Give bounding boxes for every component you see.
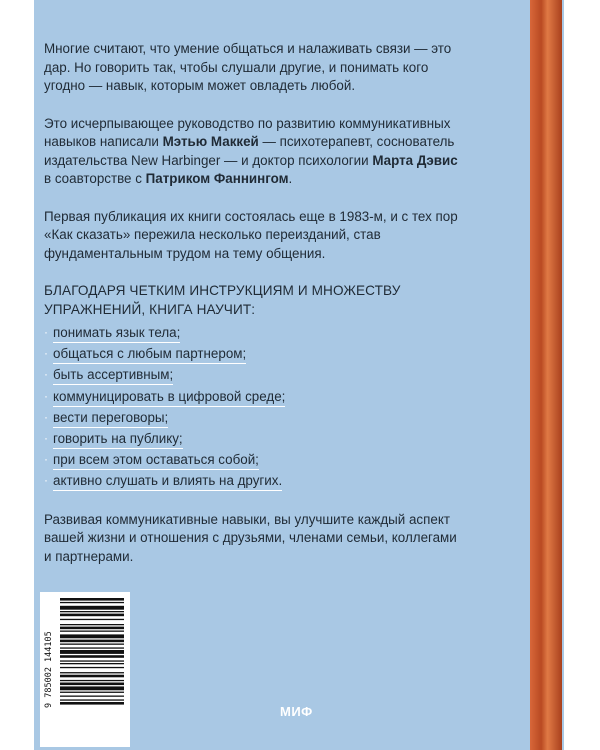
cover-text — [44, 40, 464, 585]
barcode-bar — [60, 672, 124, 673]
barcode-bar — [60, 675, 124, 678]
skills-heading: БЛАГОДАРЯ ЧЕТКИМ ИНСТРУКЦИЯМ И МНОЖЕСТВУ УПРАЖНЕНИЙ, КНИГА НАУЧИТ: — [44, 283, 401, 317]
barcode-bar — [60, 606, 124, 610]
barcode-bar — [60, 624, 124, 625]
skills-list — [44, 325, 464, 489]
barcode-bar — [60, 660, 124, 661]
book-spine — [530, 0, 562, 750]
barcode-bar — [60, 667, 124, 668]
bullet-icon: · — [44, 430, 48, 445]
bullet-icon: · — [44, 388, 48, 403]
author-davis: Марта Дэвис — [372, 152, 458, 168]
list-item: · понимать язык тела; — [44, 325, 464, 341]
closing-paragraph: Развивая коммуникативные навыки, вы улучшите каждый аспект вашей жизни и отношения с друзьями, членами семьи, коллегами и партнерами. — [44, 511, 457, 564]
history-paragraph: Первая публикация их книги состоялась еще в 1983-м, и с тех пор «Как сказать» пережила несколько переизданий, став фундаментальным трудом на тему общения. — [44, 208, 458, 261]
barcode-bar — [60, 611, 124, 612]
author-fanning: Патриком Фаннингом — [145, 171, 289, 186]
bullet-icon: · — [44, 325, 48, 339]
barcode-bar — [60, 702, 124, 705]
list-item: · говорить на публику; — [44, 431, 464, 447]
authors-paragraph: Это исчерпывающее руководство по развитию коммуникативных навыков написали Мэтью Маккей — психотерапевт, соснователь издательства New Harbinger — и доктор психологии Марта Дэвис в соавторстве с Патриком Фаннингом. — [44, 115, 458, 186]
barcode-bar — [60, 614, 124, 617]
barcode-bars-icon — [40, 592, 130, 747]
barcode-bar — [60, 619, 124, 620]
barcode-bar — [60, 650, 124, 654]
barcode-bar — [60, 692, 124, 693]
list-item: · при всем этом оставаться собой; — [44, 452, 464, 468]
bullet-icon: · — [44, 367, 48, 382]
barcode-bar — [60, 644, 124, 645]
barcode-bar — [60, 602, 124, 603]
bullet-icon: · — [44, 473, 48, 488]
barcode-bar — [60, 686, 124, 690]
barcode-bar — [60, 680, 124, 681]
isbn-barcode — [40, 592, 130, 747]
barcode-bar — [60, 647, 124, 648]
list-item: · коммуницировать в цифровой среде; — [44, 389, 464, 405]
bullet-icon: · — [44, 452, 48, 467]
barcode-bar — [60, 640, 124, 643]
barcode-bar — [60, 655, 124, 658]
barcode-bar — [60, 699, 124, 700]
barcode-bar — [60, 663, 124, 664]
list-item: · быть ассертивным; — [44, 367, 464, 383]
barcode-bar — [60, 634, 124, 638]
bullet-icon: · — [44, 346, 48, 361]
bullet-icon: · — [44, 409, 48, 424]
intro-paragraph: Многие считают, что умение общаться и налаживать связи — это дар. Но говорить так, чтобы слушали другие, и понимать кого угодно — навык, которым может овладеть любой. — [44, 41, 452, 93]
barcode-bar — [60, 598, 124, 601]
author-mckay: Мэтью Маккей — [162, 134, 259, 149]
list-item: · общаться с любым партнером; — [44, 346, 464, 362]
isbn-number: 9 785002 144105 — [44, 631, 54, 708]
barcode-bar — [60, 631, 124, 632]
list-item: · вести переговоры; — [44, 410, 464, 426]
barcode-bar — [60, 696, 124, 697]
barcode-bar — [60, 683, 124, 686]
barcode-bar — [60, 627, 124, 630]
list-item: · активно слушать и влиять на других. — [44, 473, 464, 489]
publisher-logo: МИФ — [280, 704, 313, 719]
